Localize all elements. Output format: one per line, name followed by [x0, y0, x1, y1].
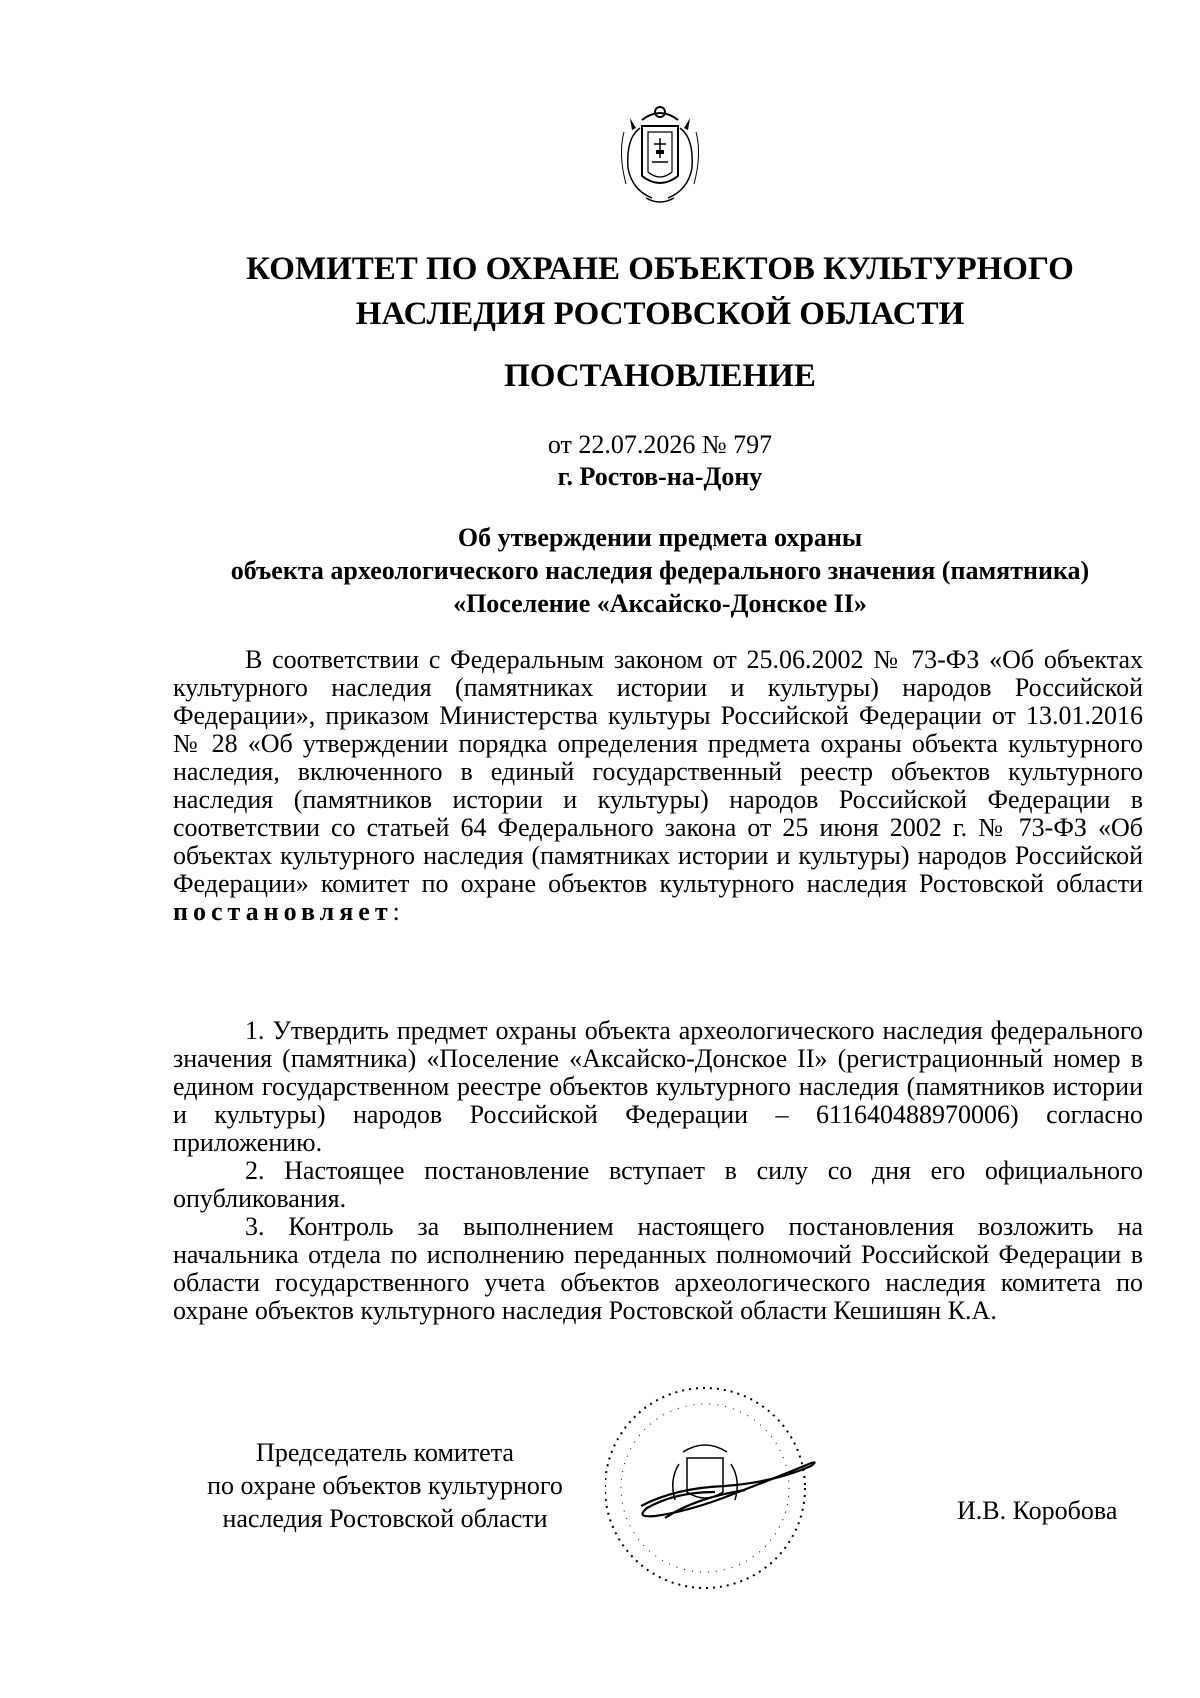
resolution-item-3: 3. Контроль за выполнением настоящего постановления возложить на начальника отдела по исполнению переданных полномочий Российской Федерации в области государственного учета объектов археологического наследия комитета по охране объектов культурного наследия Ростовской области Кешишян К.А.	[173, 1212, 1143, 1325]
preamble-text: В соответствии с Федеральным законом от 25.06.2002 № 73-ФЗ «Об объектах культурного наследия (памятниках истории и культуры) народов Российской Федерации», приказом Министерства культуры Российской Федерации от 13.01.2016 № 28 «Об утверждении порядка определения предмета охраны объекта культурного наследия, включенного в единый государственный реестр объектов культурного наследия (памятников истории и культуры) народов Российской Федерации в соответствии со статьей 64 Федерального закона от 25 июня 2002 г. № 73-ФЗ «Об объектах культурного наследия (памятниках истории и культуры) народов Российской Федерации» комитет по охране объектов культурного наследия Ростовской области	[173, 645, 1143, 898]
resolves-word: постановляет	[173, 897, 393, 926]
document-type: ПОСТАНОВЛЕНИЕ	[504, 358, 816, 394]
signer-name: И.В. Коробова	[957, 1496, 1118, 1525]
document-subject	[0, 521, 1200, 620]
official-seal-with-signature	[605, 1368, 825, 1608]
subject-line-3: «Поселение «Аксайско-Донское II»	[453, 589, 867, 618]
resolution-items	[173, 1017, 1143, 1325]
org-line-1: КОМИТЕТ ПО ОХРАНЕ ОБЪЕКТОВ КУЛЬТУРНОГО	[246, 251, 1074, 287]
signer-title-line-1: Председатель комитета	[256, 1438, 514, 1467]
org-line-2: НАСЛЕДИЯ РОСТОВСКОЙ ОБЛАСТИ	[355, 296, 965, 332]
subject-line-2: объекта археологического наследия федерального значения (памятника)	[230, 556, 1090, 585]
organization-name	[0, 247, 1200, 337]
preamble-paragraph	[173, 646, 1143, 926]
resolution-item-1: 1. Утвердить предмет охраны объекта археологического наследия федерального значения (памятника) «Поселение «Аксайско-Донское II» (регистрационный номер в едином государственном реестре объектов культурного наследия (памятников истории и культуры) народов Российской Федерации – 611640488970006) согласно приложению.	[173, 1016, 1143, 1157]
signer-title-line-3: наследия Ростовской области	[222, 1504, 548, 1533]
coat-of-arms-emblem	[612, 98, 708, 210]
signer-title	[175, 1436, 595, 1535]
signer-title-line-2: по охране объектов культурного	[207, 1471, 563, 1500]
resolves-colon: :	[392, 897, 400, 926]
date-and-number: от 22.07.2026 № 797	[547, 430, 773, 459]
resolution-item-2: 2. Настоящее постановление вступает в силу со дня его официального опубликования.	[173, 1156, 1143, 1213]
subject-line-1: Об утверждении предмета охраны	[457, 523, 863, 552]
city: г. Ростов-на-Дону	[557, 462, 763, 491]
